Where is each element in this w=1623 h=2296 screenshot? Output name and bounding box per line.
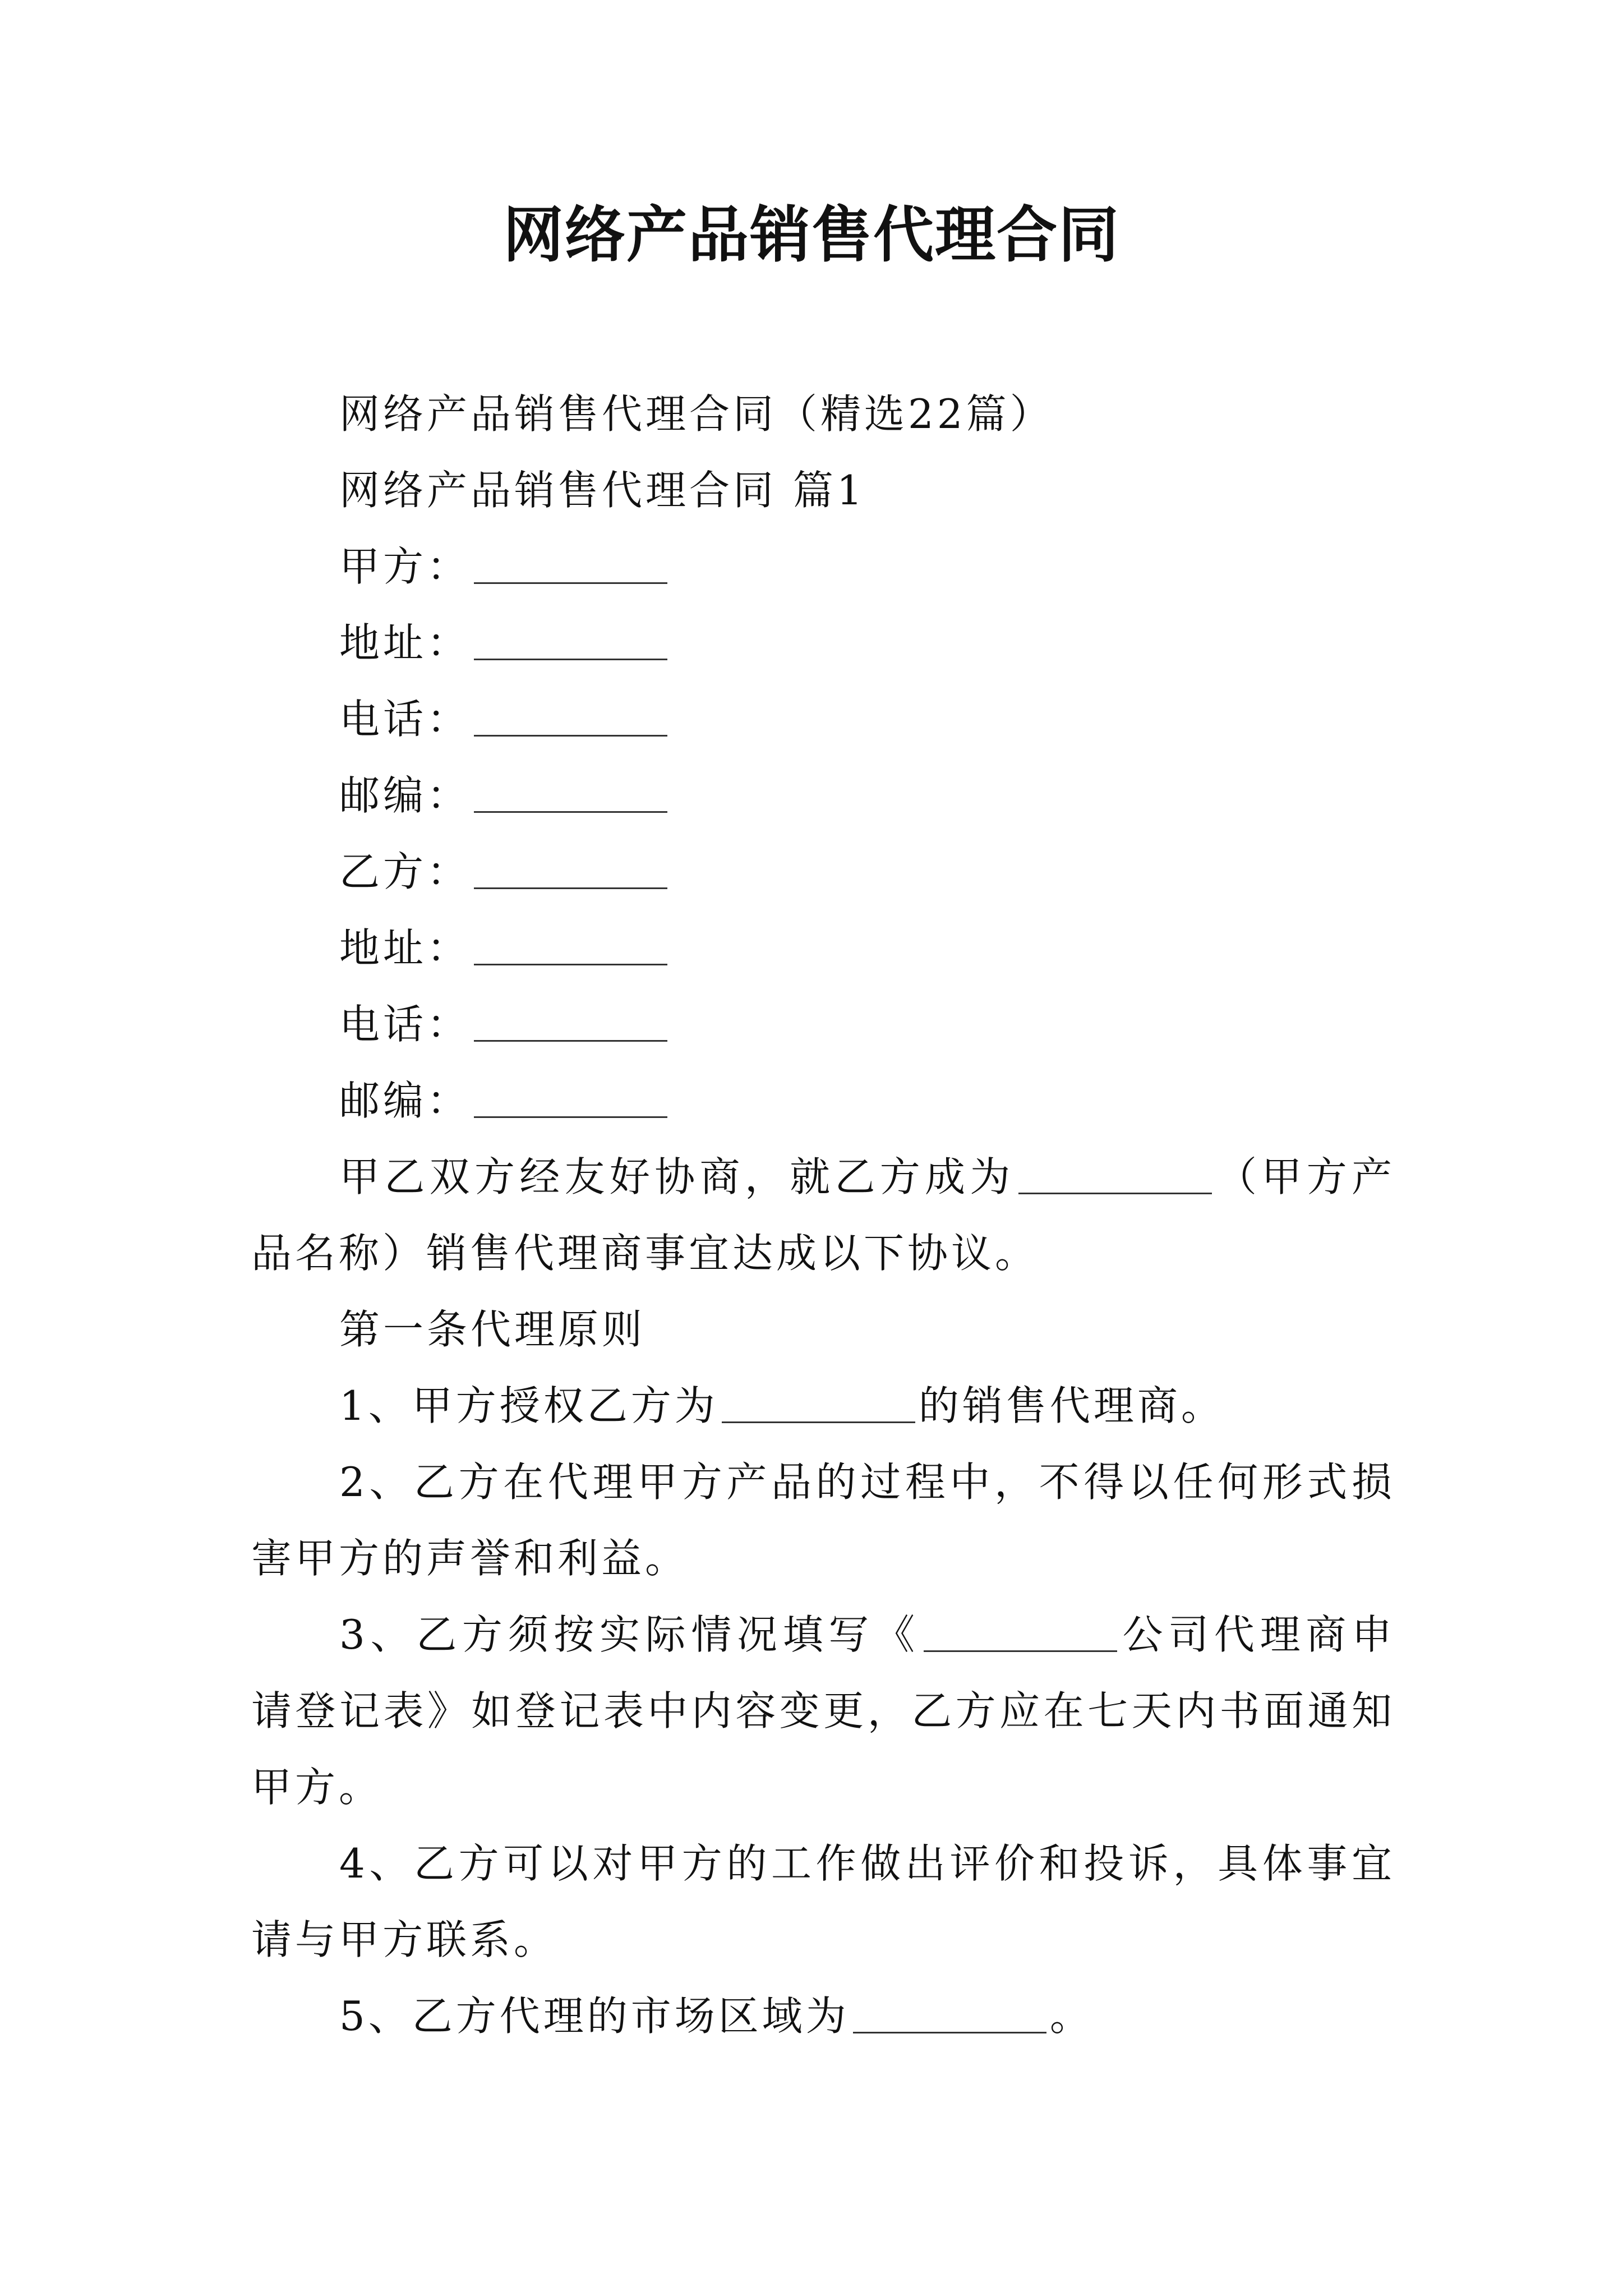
intro-paragraph bbox=[251, 1139, 1395, 1291]
party-b-postcode-line bbox=[251, 1062, 1395, 1139]
intro-text-before: 甲乙双方经友好协商，就乙方成为 bbox=[339, 1153, 1015, 1200]
clause-4: 4、乙方可以对甲方的工作做出评价和投诉，具体事宜请与甲方联系。 bbox=[251, 1840, 1395, 1963]
clause-5-blank[interactable] bbox=[853, 1993, 1046, 2033]
party-a-address-blank[interactable] bbox=[474, 619, 667, 660]
document-body bbox=[251, 376, 1395, 2054]
party-b-phone-label: 电话： bbox=[339, 1001, 471, 1048]
clause-1-after: 的销售代理商。 bbox=[918, 1382, 1225, 1429]
party-b-name-line bbox=[251, 834, 1395, 910]
document-subtitle: 网络产品销售代理合同（精选22篇） bbox=[339, 390, 1054, 438]
party-a-name-blank[interactable] bbox=[474, 543, 667, 584]
clause-5-before: 5、乙方代理的市场区域为 bbox=[339, 1993, 850, 2040]
party-b-address-label: 地址： bbox=[339, 924, 471, 972]
party-a-postcode-label: 邮编： bbox=[339, 772, 471, 819]
party-b-name-blank[interactable] bbox=[474, 848, 667, 889]
document-title: 网络产品销售代理合同 bbox=[502, 200, 1120, 270]
party-a-phone-label: 电话： bbox=[339, 696, 471, 743]
party-b-name-label: 乙方： bbox=[339, 848, 471, 895]
party-a-name-label: 甲方： bbox=[339, 543, 471, 590]
clause-3-before: 3、乙方须按实际情况填写《 bbox=[339, 1611, 920, 1658]
party-a-postcode-line bbox=[251, 757, 1395, 834]
party-a-address-label: 地址： bbox=[339, 619, 471, 666]
section-heading: 网络产品销售代理合同 篇1 bbox=[339, 467, 866, 514]
party-a-postcode-blank[interactable] bbox=[474, 772, 667, 813]
clause-5-after: 。 bbox=[1049, 1993, 1094, 2040]
party-b-postcode-label: 邮编： bbox=[339, 1077, 471, 1124]
clause-3 bbox=[251, 1596, 1395, 1825]
clause-5 bbox=[251, 1978, 1395, 2054]
party-b-address-line bbox=[251, 910, 1395, 986]
party-b-address-blank[interactable] bbox=[474, 924, 667, 965]
clause-1-before: 1、甲方授权乙方为 bbox=[339, 1382, 718, 1429]
clause-3-blank[interactable] bbox=[924, 1611, 1117, 1652]
clause-3-after: 公司代理商申请登记表》如登记表中内容变更，乙方应在七天内书面通知甲方。 bbox=[251, 1611, 1395, 1811]
clause-1 bbox=[251, 1368, 1395, 1444]
party-a-address-line bbox=[251, 605, 1395, 681]
article1-heading: 第一条代理原则 bbox=[339, 1306, 646, 1353]
clause-2: 2、乙方在代理甲方产品的过程中，不得以任何形式损害甲方的声誉和利益。 bbox=[251, 1458, 1395, 1582]
party-b-phone-line bbox=[251, 986, 1395, 1062]
party-b-phone-blank[interactable] bbox=[474, 1001, 667, 1042]
party-a-phone-blank[interactable] bbox=[474, 696, 667, 737]
party-a-name-line bbox=[251, 528, 1395, 605]
clause-1-blank[interactable] bbox=[722, 1382, 915, 1423]
product-name-blank[interactable] bbox=[1018, 1153, 1212, 1194]
intro-text-after: （甲方产品名称）销售代理商事宜达成以下协议。 bbox=[251, 1153, 1395, 1277]
party-a-phone-line bbox=[251, 681, 1395, 757]
party-b-postcode-blank[interactable] bbox=[474, 1077, 667, 1118]
